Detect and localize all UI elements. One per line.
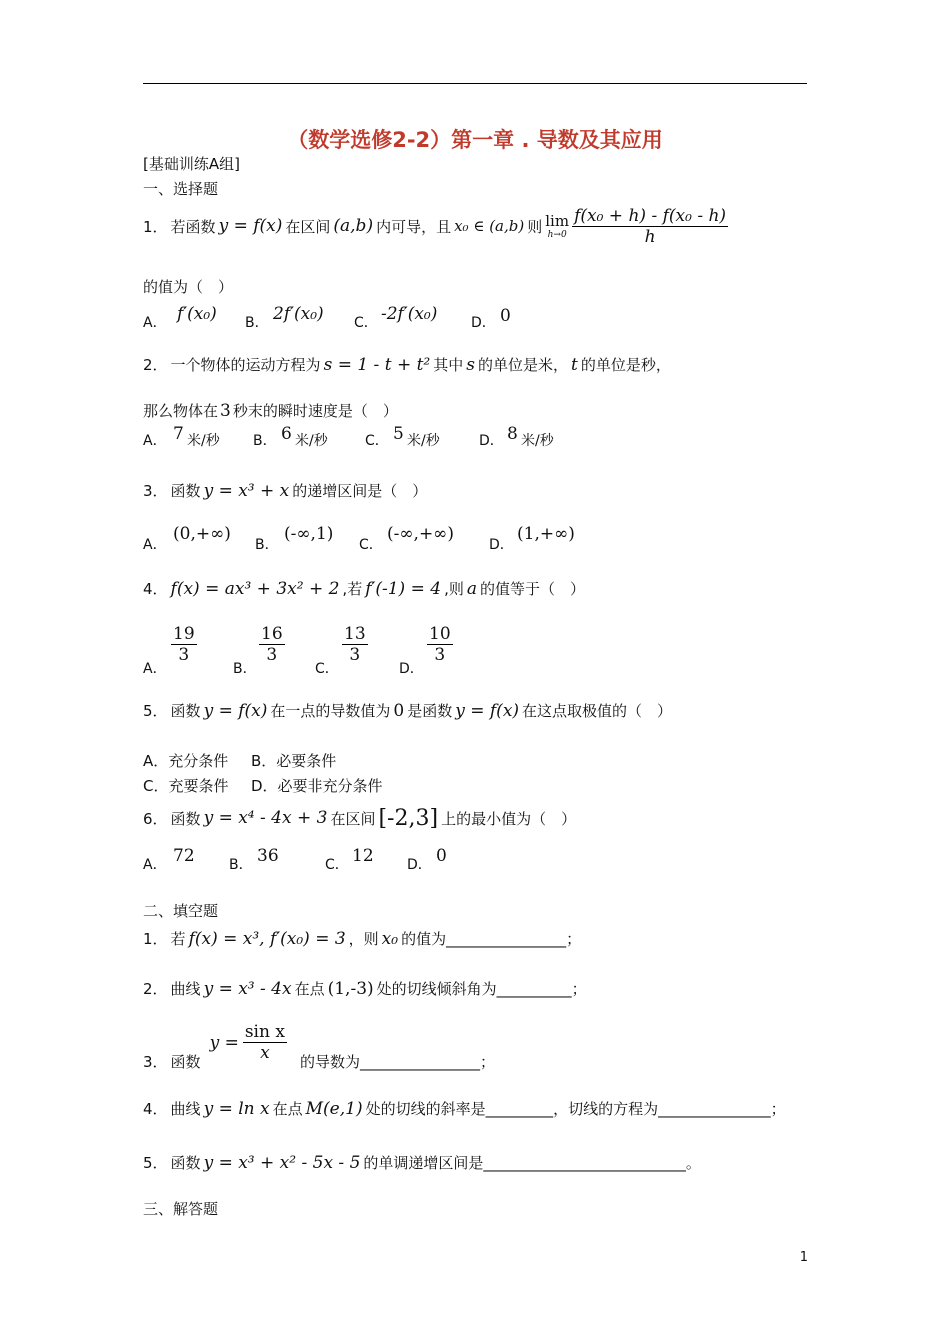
option-fraction: $\frac{13}{3}$	[344, 624, 366, 665]
header-rule	[143, 83, 807, 84]
math-expression: f(x) = ax³ + 3x² + 2	[170, 578, 340, 599]
question-2-line2	[143, 400, 398, 421]
option-label: B．	[253, 433, 277, 449]
math-symbol: x₀	[381, 928, 399, 949]
option-fraction: $\frac{16}{3}$	[261, 624, 283, 665]
math-expression: [-2,3]	[378, 805, 439, 831]
question-text: 在一点的导数值为	[270, 702, 391, 720]
option-label: B．	[245, 315, 269, 331]
option-value: (0,+∞)	[173, 524, 231, 544]
question-text: 则	[527, 217, 543, 236]
options-row	[143, 424, 623, 448]
option-unit: 米/秒	[521, 433, 554, 449]
math-expression: f(x) = x³, f′(x₀) = 3	[188, 928, 346, 949]
option-label: C．	[365, 433, 389, 449]
question-text: 在区间	[330, 809, 376, 828]
option-value: f′(x₀)	[177, 304, 217, 324]
question-text: 一个物体的运动方程为	[170, 356, 321, 374]
option-value: 8	[507, 424, 518, 444]
math-expression: f′(-1) = 4	[365, 578, 442, 599]
question-3	[143, 480, 427, 501]
question-number: 1．	[143, 930, 168, 948]
option-label: A．	[143, 433, 167, 449]
option-value: 2f′(x₀)	[273, 304, 324, 324]
fill-question-3	[143, 1022, 495, 1074]
question-text: 内可导，且	[376, 217, 452, 236]
option-label: C．	[315, 661, 339, 677]
question-5	[143, 700, 672, 721]
question-text: ,则	[444, 580, 464, 598]
math-expression: x₀ ∈ (a,b)	[454, 217, 525, 235]
question-text: ，则	[348, 930, 379, 948]
option-value: (-∞,+∞)	[387, 524, 454, 544]
question-text: 曲线	[170, 980, 201, 998]
option-value: (-∞,1)	[284, 524, 334, 544]
question-text: 在点	[294, 980, 325, 998]
question-text: 那么物体在	[143, 402, 219, 420]
page-number: 1	[799, 1250, 808, 1265]
question-text: 处的切线的斜率是_________，切线的方程为_______________；	[365, 1100, 786, 1118]
question-text: 的导数为________________；	[299, 1053, 495, 1071]
limit-symbol: lim h→0	[545, 212, 570, 240]
option-value: 0	[436, 846, 447, 866]
question-text: 的值等于（ ）	[479, 580, 585, 598]
question-1	[143, 200, 728, 252]
question-2	[143, 354, 671, 375]
question-text: 的值为（ ）	[143, 278, 234, 296]
option-fraction: $\frac{10}{3}$	[429, 624, 451, 665]
option-label: A．	[143, 537, 167, 553]
option-label: A．	[143, 857, 167, 873]
option-label: D．	[479, 433, 504, 449]
question-text: 函数	[170, 482, 201, 500]
question-number: 4．	[143, 1100, 168, 1118]
question-text: 函数	[170, 809, 201, 828]
question-text: 上的最小值为（ ）	[441, 809, 577, 828]
question-number: 2．	[143, 980, 168, 998]
option-value: 0	[500, 306, 511, 326]
limit-fraction: $\frac{\text{f(x₀ + h) - f(x₀ - h)}}{h}$	[574, 205, 727, 247]
option-value: 36	[257, 846, 279, 866]
group-label: [基础训练A组]	[143, 155, 240, 173]
options-row	[143, 846, 623, 873]
question-text: 其中	[433, 356, 464, 374]
option-d: D．必要非充分条件	[251, 777, 383, 795]
math-expression: (a,b)	[333, 216, 374, 236]
option-value: (1,+∞)	[517, 524, 575, 544]
section-heading-solve: 三、解答题	[143, 1200, 219, 1218]
question-text: 函数	[170, 702, 201, 720]
question-number: 3．	[143, 1053, 168, 1071]
question-text: 是函数	[407, 702, 453, 720]
option-label: A．	[143, 315, 167, 331]
question-text: 的单位是米，	[478, 356, 569, 374]
option-unit: 米/秒	[187, 433, 220, 449]
question-text: 函数	[170, 1154, 201, 1172]
question-text: 若	[170, 930, 186, 948]
option-label: B．	[229, 857, 253, 873]
fill-question-4	[143, 1098, 786, 1119]
math-symbol: t	[571, 354, 578, 375]
option-fraction: $\frac{19}{3}$	[173, 624, 195, 665]
math-expression: y = f(x)	[218, 216, 283, 236]
option-value: 6	[281, 424, 292, 444]
option-label: A．	[143, 661, 167, 677]
option-value: 12	[352, 846, 374, 866]
option-a: A．充分条件	[143, 752, 229, 770]
math-expression: M(e,1)	[305, 1098, 363, 1119]
math-number: 3	[220, 400, 231, 421]
option-label: D．	[471, 315, 496, 331]
question-text: 函数	[170, 1053, 201, 1071]
math-expression: y = x³ - 4x	[203, 978, 292, 999]
question-number: 2．	[143, 356, 168, 374]
option-unit: 米/秒	[407, 433, 440, 449]
option-label: C．	[359, 537, 383, 553]
question-number: 5．	[143, 1154, 168, 1172]
question-number: 5．	[143, 702, 168, 720]
section-heading-choice: 一、选择题	[143, 180, 219, 198]
fill-question-2	[143, 978, 587, 999]
option-value: 72	[173, 846, 195, 866]
question-text: 的递增区间是（ ）	[292, 482, 428, 500]
options-row	[143, 624, 623, 677]
question-text: 的值为________________；	[401, 930, 582, 948]
math-expression: s = 1 - t + t²	[323, 354, 431, 375]
fill-question-5	[143, 1152, 701, 1173]
math-expression: y = x³ + x	[203, 480, 290, 501]
section-heading-fill: 二、填空题	[143, 902, 219, 920]
question-text: 若函数	[170, 217, 216, 236]
option-label: D．	[407, 857, 432, 873]
question-6	[143, 800, 576, 836]
question-number: 3．	[143, 482, 168, 500]
option-value: -2f′(x₀)	[381, 304, 438, 324]
option-b: B．必要条件	[251, 752, 337, 770]
page-title: （数学选修2-2）第一章 . 导数及其应用	[287, 128, 663, 152]
option-c: C．充要条件	[143, 777, 229, 795]
question-text: 的单位是秒，	[580, 356, 671, 374]
option-label: C．	[325, 857, 349, 873]
options-row	[143, 524, 623, 553]
question-number: 4．	[143, 580, 168, 598]
math-expression: y = f(x)	[455, 700, 520, 721]
question-text: 的单调递增区间是___________________________。	[363, 1154, 701, 1172]
math-expression: y = x³ + x² - 5x - 5	[203, 1152, 361, 1173]
option-label: D．	[489, 537, 514, 553]
question-text: 秒末的瞬时速度是（ ）	[232, 402, 398, 420]
question-4	[143, 578, 585, 599]
option-value: 7	[173, 424, 184, 444]
option-label: B．	[233, 661, 257, 677]
fill-question-1	[143, 928, 581, 949]
question-text: 在点	[272, 1100, 303, 1118]
option-label: C．	[354, 315, 378, 331]
question-text: 曲线	[170, 1100, 201, 1118]
option-unit: 米/秒	[295, 433, 328, 449]
math-symbol: s	[466, 354, 475, 375]
option-label: B．	[255, 537, 279, 553]
question-text: 在区间	[285, 217, 331, 236]
math-expression: y = ln x	[203, 1098, 270, 1119]
question-number: 1．	[143, 217, 168, 236]
question-text: 处的切线倾斜角为__________；	[376, 980, 587, 998]
question-text: 在这点取极值的（ ）	[522, 702, 673, 720]
math-expression: (1,-3)	[327, 978, 374, 999]
option-value: 5	[393, 424, 404, 444]
math-expression: y = f(x)	[203, 700, 268, 721]
math-expression: y = x⁴ - 4x + 3	[203, 808, 328, 828]
math-expression: y = $\frac{\text{sin x}}{x}$	[209, 1022, 285, 1063]
math-symbol: a	[466, 578, 477, 599]
math-number: 0	[393, 700, 405, 721]
question-number: 6．	[143, 809, 168, 828]
question-text: ,若	[342, 580, 363, 598]
option-label: D．	[399, 661, 424, 677]
